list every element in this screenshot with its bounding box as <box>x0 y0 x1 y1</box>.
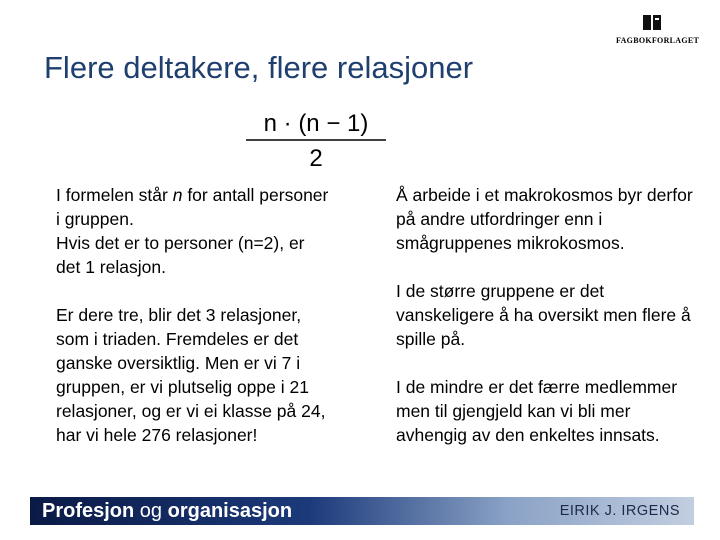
book-title: Profesjon og organisasjon <box>42 500 293 522</box>
left-text-column <box>56 183 331 447</box>
footer-bar <box>30 497 694 525</box>
macrocosm-paragraph: Å arbeide i et makrokosmos byr derfor på andre utfordringer enn i smågruppenes mikrokosmos. <box>396 185 693 253</box>
formula-numerator: n · (n − 1) <box>263 110 369 137</box>
two-person-example: Hvis det er to personer (n=2), er det 1 relasjon. <box>56 233 305 277</box>
author-name: EIRIK J. IRGENS <box>559 503 680 519</box>
right-text-column <box>396 183 696 447</box>
large-groups-paragraph: I de større gruppene er det vanskeligere å ha oversikt men flere å spille på. <box>396 281 691 349</box>
group-size-examples: Er dere tre, blir det 3 relasjoner, som i triaden. Fremdeles er det ganske oversiktlig. Men er vi 7 i gruppen, er vi plutselig oppe i 21 relasjoner, og er vi ei klasse på 24, har vi hele 276 relasjoner! <box>56 305 326 445</box>
formula-denominator: 2 <box>309 145 323 172</box>
relations-formula <box>244 104 388 174</box>
slide-title: Flere deltakere, flere relasjoner <box>44 50 474 85</box>
publisher-name: FAGBOKFORLAGET <box>616 36 700 45</box>
publisher-logo <box>616 12 700 48</box>
small-groups-paragraph: I de mindre er det færre medlemmer men til gjengjeld kan vi bli mer avhengig av den enkeltes innsats. <box>396 377 678 445</box>
book-icon <box>642 12 662 32</box>
formula-explanation: I formelen står n for antall personer i gruppen. <box>56 185 329 229</box>
variable-n: n <box>172 185 183 205</box>
